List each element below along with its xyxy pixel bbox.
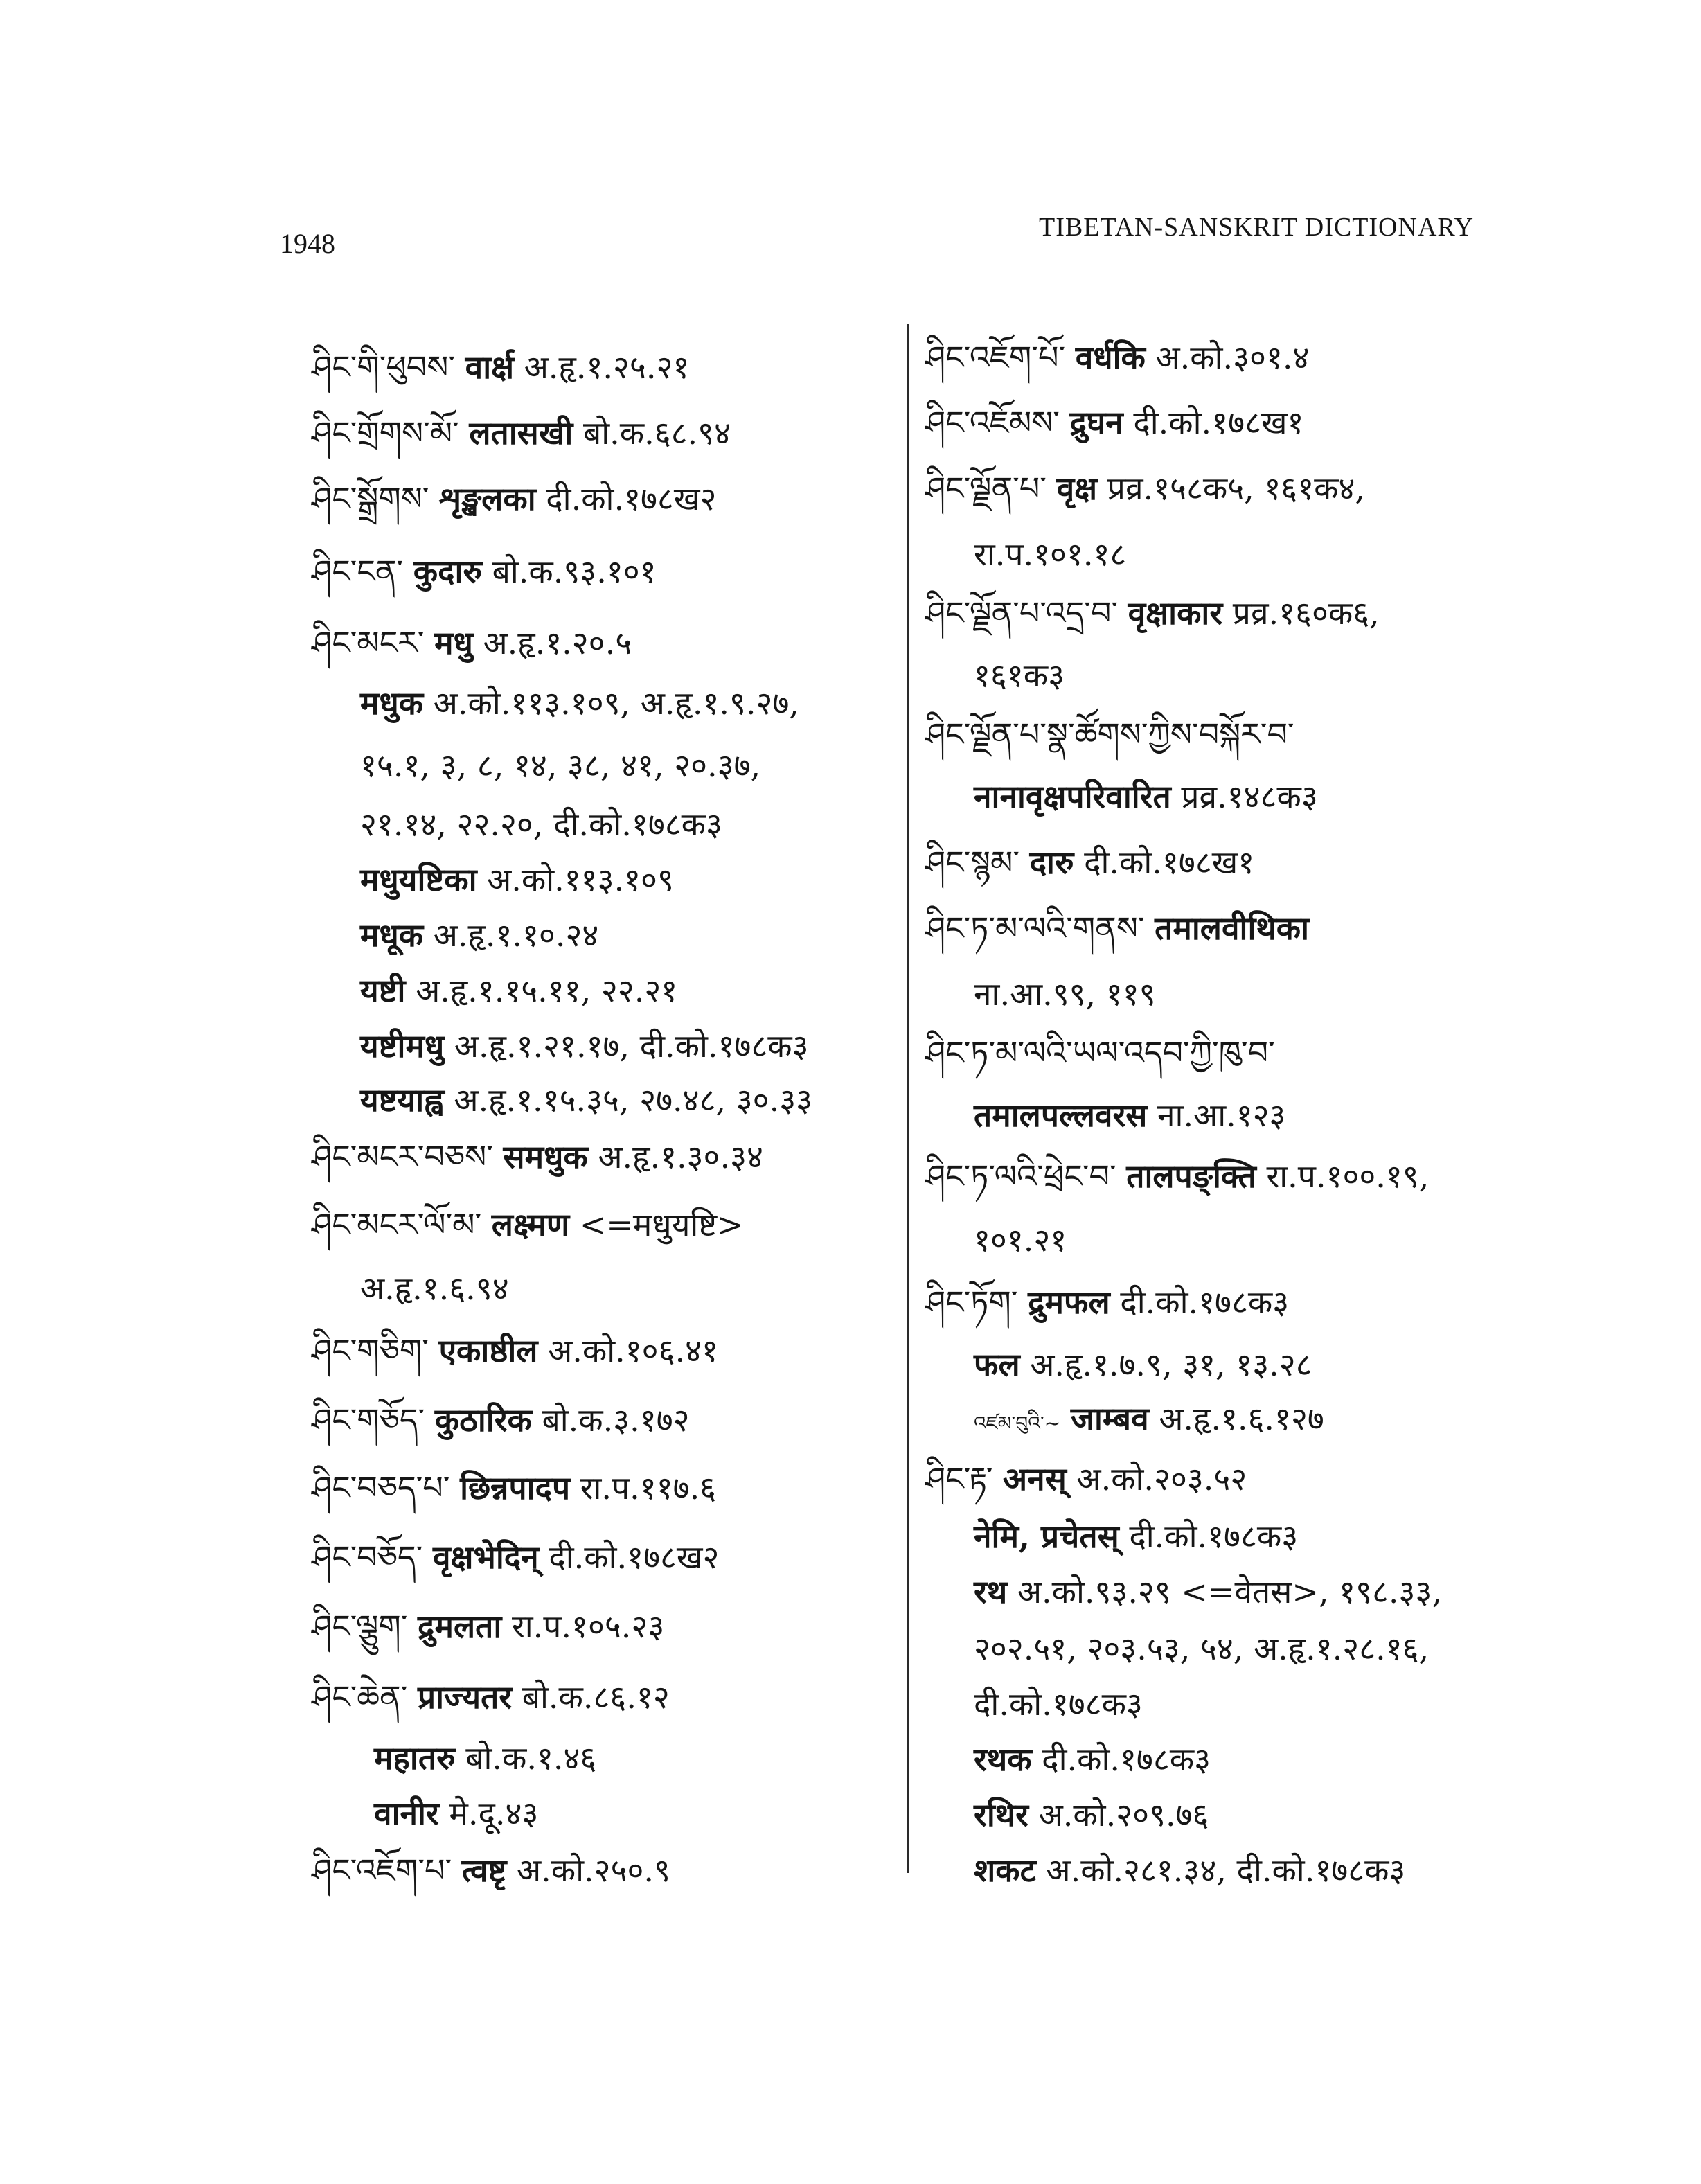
reference: दी.को.१७८क३ <box>1129 1518 1299 1555</box>
entry-line <box>974 1094 1285 1136</box>
reference: अ.हृ.१.३०.३४ <box>598 1138 763 1175</box>
sanskrit-equivalent: समधुक <box>503 1138 588 1175</box>
reference: दी.को.१७८ख१ <box>1084 844 1255 881</box>
tibetan-headword: ཤིང་བཅད་པ་ <box>312 1469 450 1507</box>
sanskrit-equivalent: मधुयष्टिका <box>360 861 477 898</box>
entry-line <box>312 1676 670 1718</box>
sanskrit-equivalent: शृङ्खलका <box>439 480 536 517</box>
tibetan-headword: ཤིང་གྲོགས་མོ་ <box>312 414 459 452</box>
reference: १६१क३ <box>974 657 1065 694</box>
entry-line <box>360 859 674 900</box>
reference: अ.को.३०१.४ <box>1155 339 1310 376</box>
entry-line <box>925 1281 1289 1323</box>
sanskrit-equivalent: नानावृक्षपरिवारित <box>974 778 1171 815</box>
sanskrit-equivalent: द्रुमलता <box>418 1608 502 1645</box>
entry-line <box>312 1204 744 1245</box>
entry-line <box>312 622 632 664</box>
sanskrit-equivalent: यष्टी <box>360 972 406 1009</box>
reference: अ.हृ.१.१५.३५, २७.४८, ३०.३३ <box>454 1081 813 1119</box>
tibetan-headword: ཤིང་ངན་ <box>312 553 404 590</box>
tibetan-headword: ཤིང་ལྗོན་པ་ <box>925 470 1047 507</box>
entry-line <box>360 682 799 724</box>
sanskrit-equivalent: वृक्षभेदिन् <box>432 1538 539 1576</box>
sanskrit-equivalent: लतासखी <box>469 414 573 452</box>
sanskrit-equivalent: मधूक <box>360 916 424 954</box>
entry-line <box>925 1155 1429 1197</box>
reference: अ.को.११३.१०९ <box>487 861 674 898</box>
tibetan-headword: ཤིང་རྟ་ <box>925 1460 993 1498</box>
tibetan-headword: ཤིང་ཏ་ལའི་ཕྲེང་བ་ <box>925 1157 1116 1195</box>
tibetan-headword: ཤིང་སྙམ་ <box>925 844 1019 881</box>
sanskrit-equivalent: तमालवीथिका <box>1155 909 1310 947</box>
entry-line <box>312 1606 664 1647</box>
sanskrit-equivalent: लक्ष्मण <box>491 1206 570 1243</box>
reference: दी.को.१७८क३ <box>1120 1284 1290 1321</box>
tibetan-headword: ཤིང་བཅོད་ <box>312 1538 423 1576</box>
tibetan-headword: ཤིང་འཇོག་པོ་ <box>925 339 1066 376</box>
sanskrit-equivalent: नेमि, प्रचेतस् <box>974 1518 1119 1555</box>
tibetan-headword: ཤིང་སྒྲོགས་ <box>312 480 429 517</box>
entry-line <box>974 1849 1405 1891</box>
sanskrit-equivalent: महातरु <box>374 1739 456 1777</box>
entry-line <box>312 478 716 520</box>
sanskrit-equivalent: मधुक <box>360 684 424 722</box>
tibetan-headword: ཤིང་ལྕུག་ <box>312 1608 408 1645</box>
entry-line <box>925 1032 1275 1074</box>
sanskrit-equivalent: जाम्बव <box>1070 1400 1149 1437</box>
reference: दी.को.१७८ख२ <box>549 1538 720 1576</box>
entry-line <box>974 1219 1067 1261</box>
reference: बो.क.६८.९४ <box>582 414 731 452</box>
entry-line <box>925 1458 1247 1500</box>
reference: बो.क.८६.१२ <box>522 1678 670 1716</box>
entry-line <box>974 1794 1209 1836</box>
sanskrit-equivalent: रथक <box>974 1741 1032 1778</box>
sanskrit-equivalent: वृक्ष <box>1056 470 1098 507</box>
entry-line <box>312 1467 716 1509</box>
reference: अ.हृ.१.७.९, ३१, १३.२८ <box>1030 1346 1312 1383</box>
reference: प्रव्र.१४८क३ <box>1181 778 1318 815</box>
reference: बो.क.१.४६ <box>465 1739 597 1777</box>
entry-line <box>925 337 1309 378</box>
entry-line <box>974 1344 1312 1385</box>
entry-line <box>925 713 1294 755</box>
sanskrit-equivalent: यष्टयाह्व <box>360 1081 444 1119</box>
entry-line <box>312 1849 670 1891</box>
sanskrit-equivalent: कुदारु <box>413 553 482 590</box>
reference: अ.को.२५०.९ <box>517 1852 670 1889</box>
sanskrit-equivalent: शकट <box>974 1852 1036 1889</box>
reference: दी.को.१७८ख२ <box>546 480 717 517</box>
reference: प्रव्र.१६०क६, <box>1232 594 1380 632</box>
entry-line <box>360 1079 812 1121</box>
reference: दी.को.१७८क३ <box>1042 1741 1211 1778</box>
reference: १५.१, ३, ८, १४, ३८, ४१, २०.३७, <box>360 747 761 784</box>
entry-line <box>974 1628 1429 1669</box>
reference: अ.हृ.१.२१.१७, दी.को.१७८क३ <box>454 1027 809 1065</box>
tibetan-headword: ཤིང་ཆེན་ <box>312 1678 408 1716</box>
entry-line <box>312 346 689 388</box>
tibetan-headword: ཤིང་ལྗོན་པ་འདྲ་བ་ <box>925 594 1118 632</box>
entry-line <box>360 970 677 1011</box>
running-head: TIBETAN-SANSKRIT DICTIONARY <box>1039 213 1475 242</box>
sanskrit-equivalent: एकाष्ठील <box>438 1332 538 1369</box>
reference: ना.आ.१२३ <box>1157 1097 1286 1134</box>
reference: ना.आ.९९, ११९ <box>974 975 1156 1013</box>
sanskrit-equivalent: द्रुघन <box>1069 404 1123 441</box>
sanskrit-equivalent: यष्टीमधु <box>360 1027 445 1065</box>
reference: प्रव्र.१५८क५, १६१क४, <box>1107 470 1366 507</box>
tibetan-headword: འཛམ་བུའི་~ <box>974 1412 1061 1435</box>
reference: अ.हृ.१.६.९४ <box>360 1270 509 1307</box>
tibetan-headword: ཤིང་མངར་བཅས་ <box>312 1138 493 1175</box>
entry-line <box>925 907 1309 949</box>
entry-line <box>974 1398 1324 1444</box>
sanskrit-equivalent: वर्धकि <box>1075 339 1146 376</box>
tibetan-headword: ཤིང་ལྗོན་པ་སྣ་ཚོགས་ཀྱིས་བསྐོར་བ་ <box>925 716 1294 753</box>
reference: अ.को.२८१.३४, दी.को.१७८क३ <box>1046 1852 1406 1889</box>
sanskrit-equivalent: फल <box>974 1346 1020 1383</box>
entry-line <box>312 1136 763 1178</box>
tibetan-headword: ཤིང་མངར་ <box>312 624 425 662</box>
sanskrit-equivalent: दारु <box>1029 844 1074 881</box>
sanskrit-equivalent: प्राज्यतर <box>418 1678 513 1716</box>
sanskrit-equivalent: तमालपल्लवरस <box>974 1097 1148 1134</box>
sanskrit-equivalent: वानीर <box>374 1795 439 1832</box>
sanskrit-equivalent: द्रुमफल <box>1028 1284 1110 1321</box>
reference: बो.क.३.१७२ <box>542 1401 690 1439</box>
reference: रा.प.१०१.१८ <box>974 535 1127 573</box>
tibetan-headword: ཤིང་གཅོད་ <box>312 1401 425 1439</box>
reference: अ.हृ.१.१५.११, २२.२१ <box>416 972 678 1009</box>
entry-line <box>312 412 731 454</box>
sanskrit-equivalent: रथ <box>974 1573 1008 1610</box>
reference: दी.को.१७८क३ <box>974 1685 1143 1723</box>
tibetan-headword: ཤིང་ཏོག་ <box>925 1284 1018 1321</box>
sanskrit-equivalent: रथिर <box>974 1796 1028 1834</box>
page-number: 1948 <box>280 228 335 259</box>
entry-line <box>974 776 1318 817</box>
reference: अ.हृ.१.६.१२७ <box>1159 1400 1324 1437</box>
reference: अ.को.९३.२९ <=वेतस>, १९८.३३, <box>1017 1573 1443 1610</box>
sanskrit-equivalent: छिन्नपादप <box>460 1469 571 1507</box>
entry-line <box>974 655 1065 696</box>
entry-line <box>974 1516 1298 1557</box>
entry-line <box>312 551 657 592</box>
reference: २१.१४, २२.२०, दी.को.१७८क३ <box>360 806 722 843</box>
reference: <=मधुयष्टि> <box>579 1206 744 1243</box>
reference: रा.प.१०५.२३ <box>511 1608 665 1645</box>
sanskrit-equivalent: मधु <box>434 624 473 662</box>
tibetan-headword: ཤིང་འཇོམས་ <box>925 404 1060 441</box>
reference: अ.को.११३.१०९, अ.हृ.१.९.२७, <box>433 684 800 722</box>
tibetan-headword: ཤིང་གཅིག་ <box>312 1332 429 1369</box>
reference: अ.हृ.१.१०.२४ <box>433 916 599 954</box>
reference: अ.को.२०९.७६ <box>1038 1796 1209 1834</box>
tibetan-headword: ཤིང་ཏ་མ་ལའི་གནས་ <box>925 909 1145 947</box>
tibetan-headword: ཤིང་ཏ་མ་ལའི་ཡལ་འདབ་ཀྱི་ཁུ་བ་ <box>925 1034 1275 1072</box>
sanskrit-equivalent: तालपङ्क्ति <box>1126 1157 1256 1195</box>
entry-line <box>374 1737 596 1779</box>
entry-line <box>360 1268 509 1309</box>
entry-line <box>925 468 1365 509</box>
entry-line <box>360 804 722 845</box>
sanskrit-equivalent: वार्क्ष <box>465 348 515 386</box>
entry-line <box>925 402 1303 443</box>
sanskrit-equivalent: अनस् <box>1003 1460 1067 1498</box>
entry-line <box>360 914 598 956</box>
entry-line <box>312 1330 718 1371</box>
sanskrit-equivalent: कुठारिक <box>434 1401 532 1439</box>
tibetan-headword: ཤིང་མངར་ལོ་མ་ <box>312 1206 482 1243</box>
entry-line <box>360 1025 809 1067</box>
reference: अ.को.१०६.४१ <box>548 1332 718 1369</box>
entry-line <box>925 592 1380 634</box>
reference: अ.हृ.१.२०.५ <box>483 624 632 662</box>
entry-line <box>312 1536 719 1578</box>
reference: दी.को.१७८ख१ <box>1133 404 1304 441</box>
reference: १०१.२१ <box>974 1221 1067 1259</box>
reference: अ.हृ.१.२५.२१ <box>524 348 690 386</box>
sanskrit-equivalent: वृक्षाकार <box>1128 594 1223 632</box>
reference: मे.दू.४३ <box>449 1795 539 1832</box>
column-rule <box>907 324 909 1873</box>
reference: बो.क.९३.१०१ <box>492 553 657 590</box>
entry-line <box>974 973 1156 1015</box>
entry-line <box>312 1399 690 1441</box>
entry-line <box>360 745 760 786</box>
tibetan-headword: ཤིང་འཇོག་པ་ <box>312 1852 452 1889</box>
entry-line <box>374 1793 538 1834</box>
sanskrit-equivalent: त्वष्टृ <box>461 1852 507 1889</box>
reference: रा.प.११७.६ <box>580 1469 717 1507</box>
entry-line <box>974 1739 1211 1780</box>
tibetan-headword: ཤིང་གི་ཕུབས་ <box>312 348 456 386</box>
reference: अ.को.२०३.५२ <box>1076 1460 1247 1498</box>
entry-line <box>974 1571 1442 1613</box>
entry-line <box>925 842 1254 883</box>
entry-line <box>974 1683 1143 1725</box>
entry-line <box>974 533 1126 575</box>
reference: २०२.५१, २०३.५३, ५४, अ.हृ.१.२८.१६, <box>974 1630 1430 1667</box>
reference: रा.प.१००.१९, <box>1266 1157 1430 1195</box>
